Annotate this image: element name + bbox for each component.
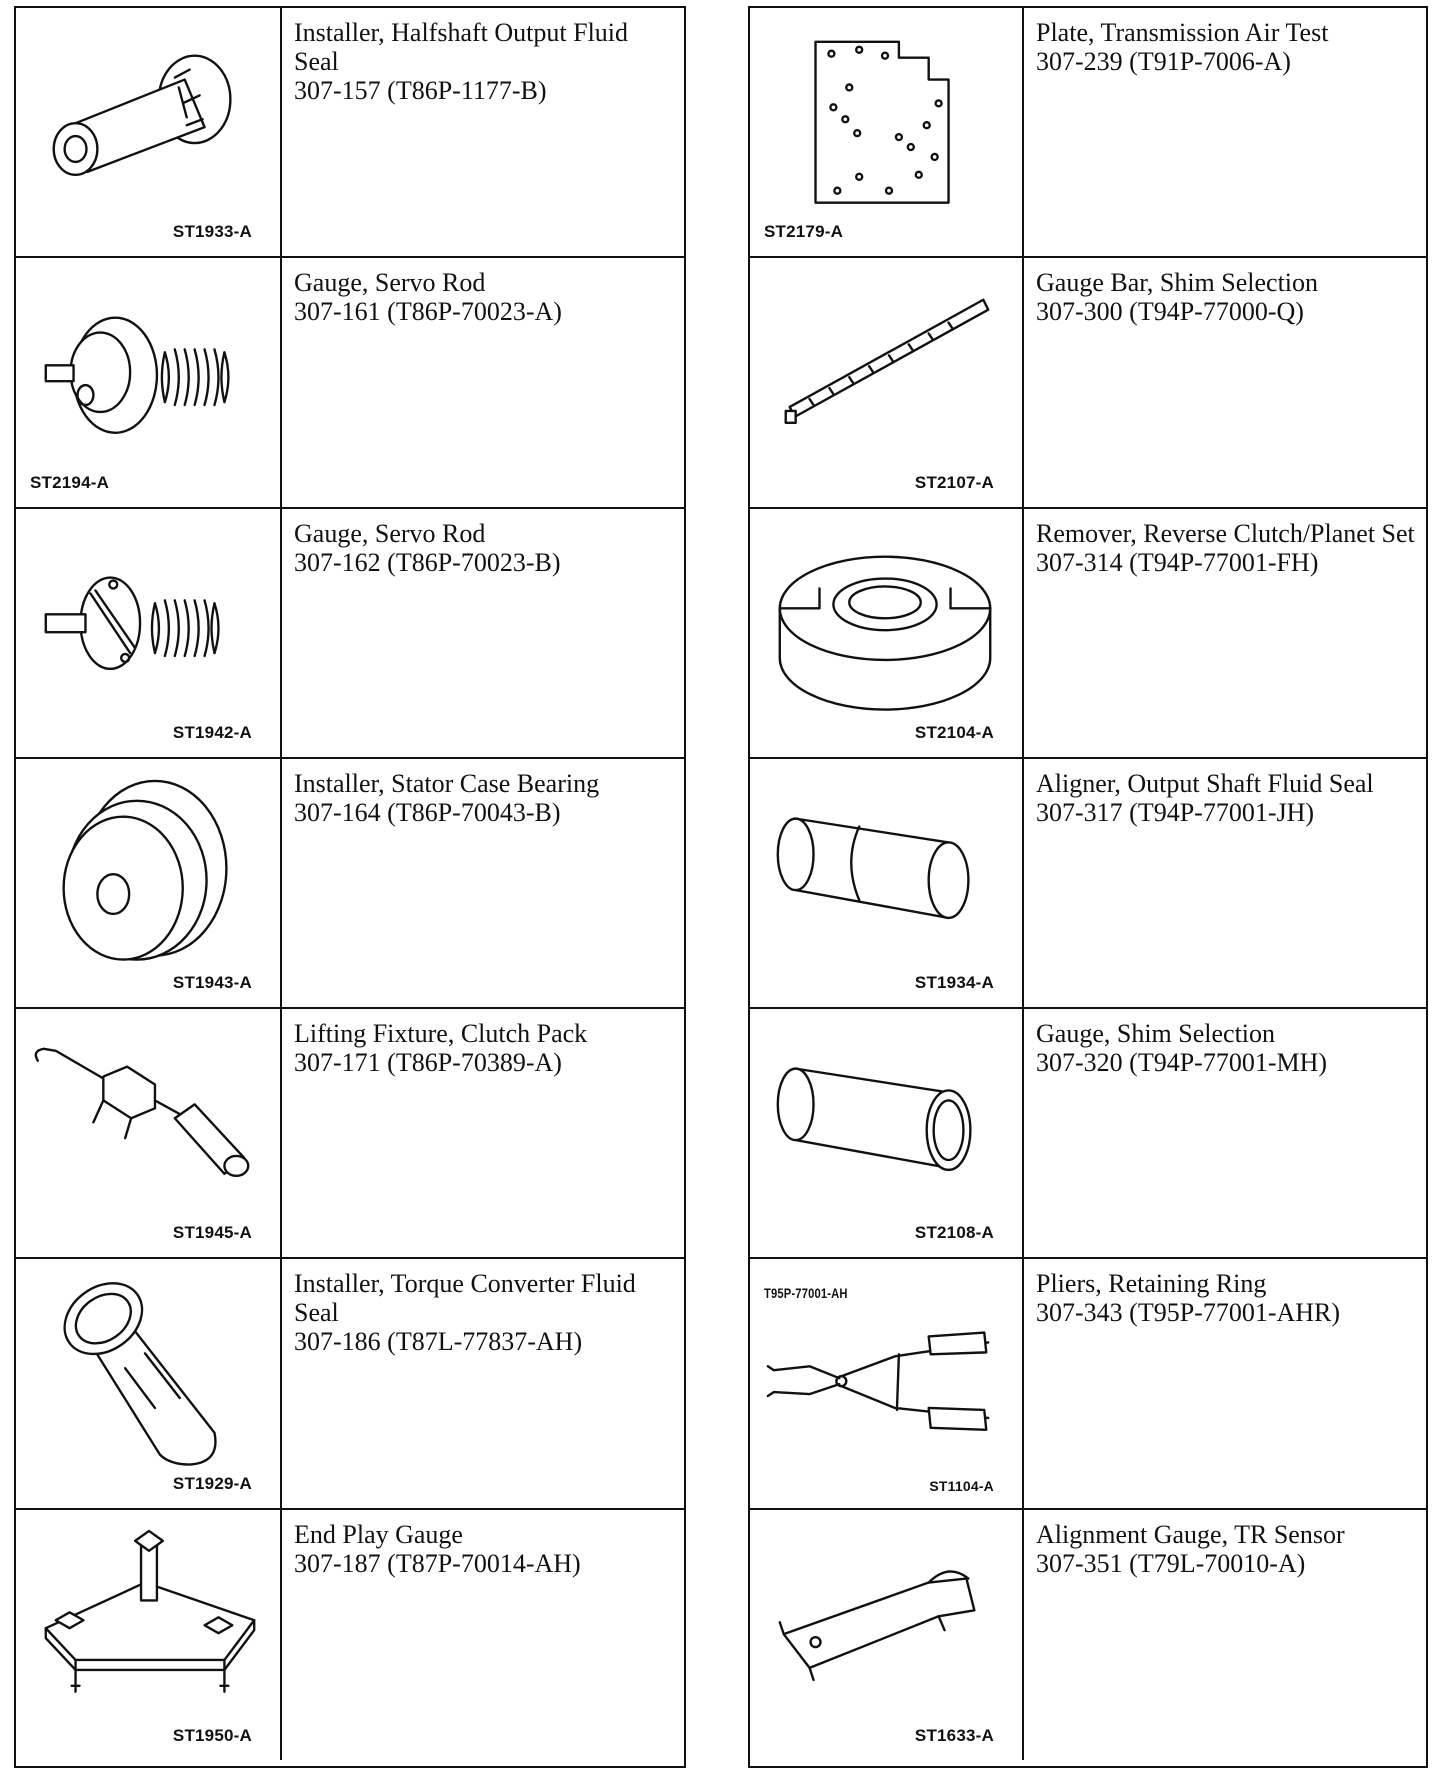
tool-illustration	[16, 1510, 282, 1760]
tool-illustration	[750, 509, 1024, 757]
tool-number: 307-351 (T79L-70010-A)	[1036, 1548, 1306, 1578]
tool-figure-code: ST1950-A	[172, 1726, 252, 1746]
tool-figure-code: ST1945-A	[172, 1223, 252, 1243]
tool-illustration	[750, 759, 1024, 1007]
tool-row	[16, 8, 684, 258]
tool-illustration	[750, 1009, 1024, 1257]
left-tool-table	[14, 6, 686, 1768]
halfshaft-seal-installer-icon	[16, 8, 280, 256]
tool-number: 307-161 (T86P-70023-A)	[294, 297, 562, 327]
tool-illustration	[16, 8, 282, 256]
tool-figure-code: ST1942-A	[172, 722, 252, 742]
clutch-pack-lifting-fixture-icon	[16, 1009, 280, 1257]
tool-figure-code: ST2179-A	[764, 222, 844, 242]
tool-description	[1024, 1259, 1426, 1507]
tool-number: 307-164 (T86P-70043-B)	[294, 797, 561, 827]
tool-row	[750, 759, 1426, 1009]
tool-description	[282, 759, 684, 1007]
tool-name: Gauge Bar, Shim Selection	[1036, 268, 1319, 298]
tool-illustration	[750, 8, 1024, 256]
tool-row	[16, 1259, 684, 1509]
tool-illustration	[16, 1259, 282, 1507]
tool-description	[1024, 1510, 1426, 1760]
tool-figure-code: ST1104-A	[929, 1477, 994, 1494]
tool-description	[282, 509, 684, 757]
tool-figure-code: ST2194-A	[30, 472, 110, 492]
tool-figure-code: ST1934-A	[914, 973, 994, 993]
tool-illustration	[16, 1009, 282, 1257]
tool-number: 307-187 (T87P-70014-AH)	[294, 1548, 581, 1578]
tool-description	[282, 258, 684, 506]
tool-figure-code: ST2108-A	[914, 1223, 994, 1243]
tool-row	[750, 1259, 1426, 1509]
tool-illustration	[16, 258, 282, 506]
tool-label: T95P-77001-AH	[764, 1285, 848, 1302]
tool-illustration	[750, 1510, 1024, 1760]
servo-rod-gauge-icon	[16, 258, 280, 506]
end-play-gauge-icon	[16, 1510, 280, 1760]
tool-name: End Play Gauge	[294, 1519, 463, 1549]
reverse-clutch-remover-icon	[750, 509, 1022, 757]
tool-number: 307-157 (T86P-1177-B)	[294, 76, 547, 105]
tool-figure-code: ST2107-A	[914, 472, 994, 492]
tool-figure-code: ST1943-A	[172, 973, 252, 993]
shim-gauge-bar-icon	[750, 258, 1022, 506]
tool-figure-code: ST1633-A	[914, 1726, 994, 1746]
tool-name: Gauge, Shim Selection	[1036, 1019, 1276, 1049]
tool-description	[1024, 1009, 1426, 1257]
tool-row	[16, 1009, 684, 1259]
right-tool-table	[748, 6, 1428, 1768]
tool-row	[16, 759, 684, 1009]
tool-illustration	[750, 258, 1024, 506]
tool-row	[750, 1510, 1426, 1760]
tool-number: 307-239 (T91P-7006-A)	[1036, 47, 1291, 76]
tool-number: 307-162 (T86P-70023-B)	[294, 547, 561, 577]
tool-name: Installer, Stator Case Bearing	[294, 768, 600, 798]
tool-illustration	[750, 1259, 1024, 1507]
tool-name: Aligner, Output Shaft Fluid Seal	[1036, 768, 1374, 798]
tool-name: Gauge, Servo Rod	[294, 268, 486, 298]
tool-description	[282, 8, 684, 256]
tool-name: Lifting Fixture, Clutch Pack	[294, 1019, 588, 1049]
tool-description	[1024, 8, 1426, 256]
tool-illustration	[16, 509, 282, 757]
tool-number: 307-320 (T94P-77001-MH)	[1036, 1048, 1328, 1078]
tool-number: 307-343 (T95P-77001-AHR)	[1036, 1298, 1341, 1328]
tool-description	[1024, 509, 1426, 757]
tool-name: Installer, Halfshaft Output Fluid Seal	[294, 18, 629, 76]
tool-number: 307-317 (T94P-77001-JH)	[1036, 797, 1315, 827]
tool-description	[1024, 258, 1426, 506]
tool-number: 307-314 (T94P-77001-FH)	[1036, 547, 1319, 577]
tool-description	[282, 1259, 684, 1507]
tool-name: Plate, Transmission Air Test	[1036, 18, 1329, 47]
tool-name: Remover, Reverse Clutch/Planet Set	[1036, 518, 1415, 548]
tool-row	[750, 258, 1426, 508]
tool-row	[16, 509, 684, 759]
servo-rod-gauge-b-icon	[16, 509, 280, 757]
tool-description	[1024, 759, 1426, 1007]
stator-bearing-installer-icon	[16, 759, 280, 1007]
torque-converter-seal-installer-icon	[16, 1259, 280, 1507]
tool-name: Installer, Torque Converter Fluid Seal	[294, 1269, 636, 1328]
tool-illustration	[16, 759, 282, 1007]
tool-name: Pliers, Retaining Ring	[1036, 1269, 1267, 1299]
tool-description	[282, 1510, 684, 1760]
tool-name: Alignment Gauge, TR Sensor	[1036, 1519, 1345, 1549]
output-shaft-aligner-icon	[750, 759, 1022, 1007]
tr-sensor-alignment-gauge-icon	[750, 1510, 1022, 1760]
tool-row	[16, 1510, 684, 1760]
tool-figure-code: ST1933-A	[172, 222, 252, 242]
tool-number: 307-300 (T94P-77000-Q)	[1036, 297, 1304, 327]
tool-row	[16, 258, 684, 508]
tool-number: 307-186 (T87L-77837-AH)	[294, 1327, 583, 1357]
tool-figure-code: ST1929-A	[172, 1473, 252, 1493]
tool-row	[750, 1009, 1426, 1259]
tool-number: 307-171 (T86P-70389-A)	[294, 1048, 562, 1078]
tool-row	[750, 509, 1426, 759]
tool-row	[750, 8, 1426, 258]
shim-selection-gauge-icon	[750, 1009, 1022, 1257]
tool-figure-code: ST2104-A	[914, 722, 994, 742]
tool-description	[282, 1009, 684, 1257]
tool-name: Gauge, Servo Rod	[294, 518, 486, 548]
air-test-plate-icon	[750, 8, 1022, 256]
